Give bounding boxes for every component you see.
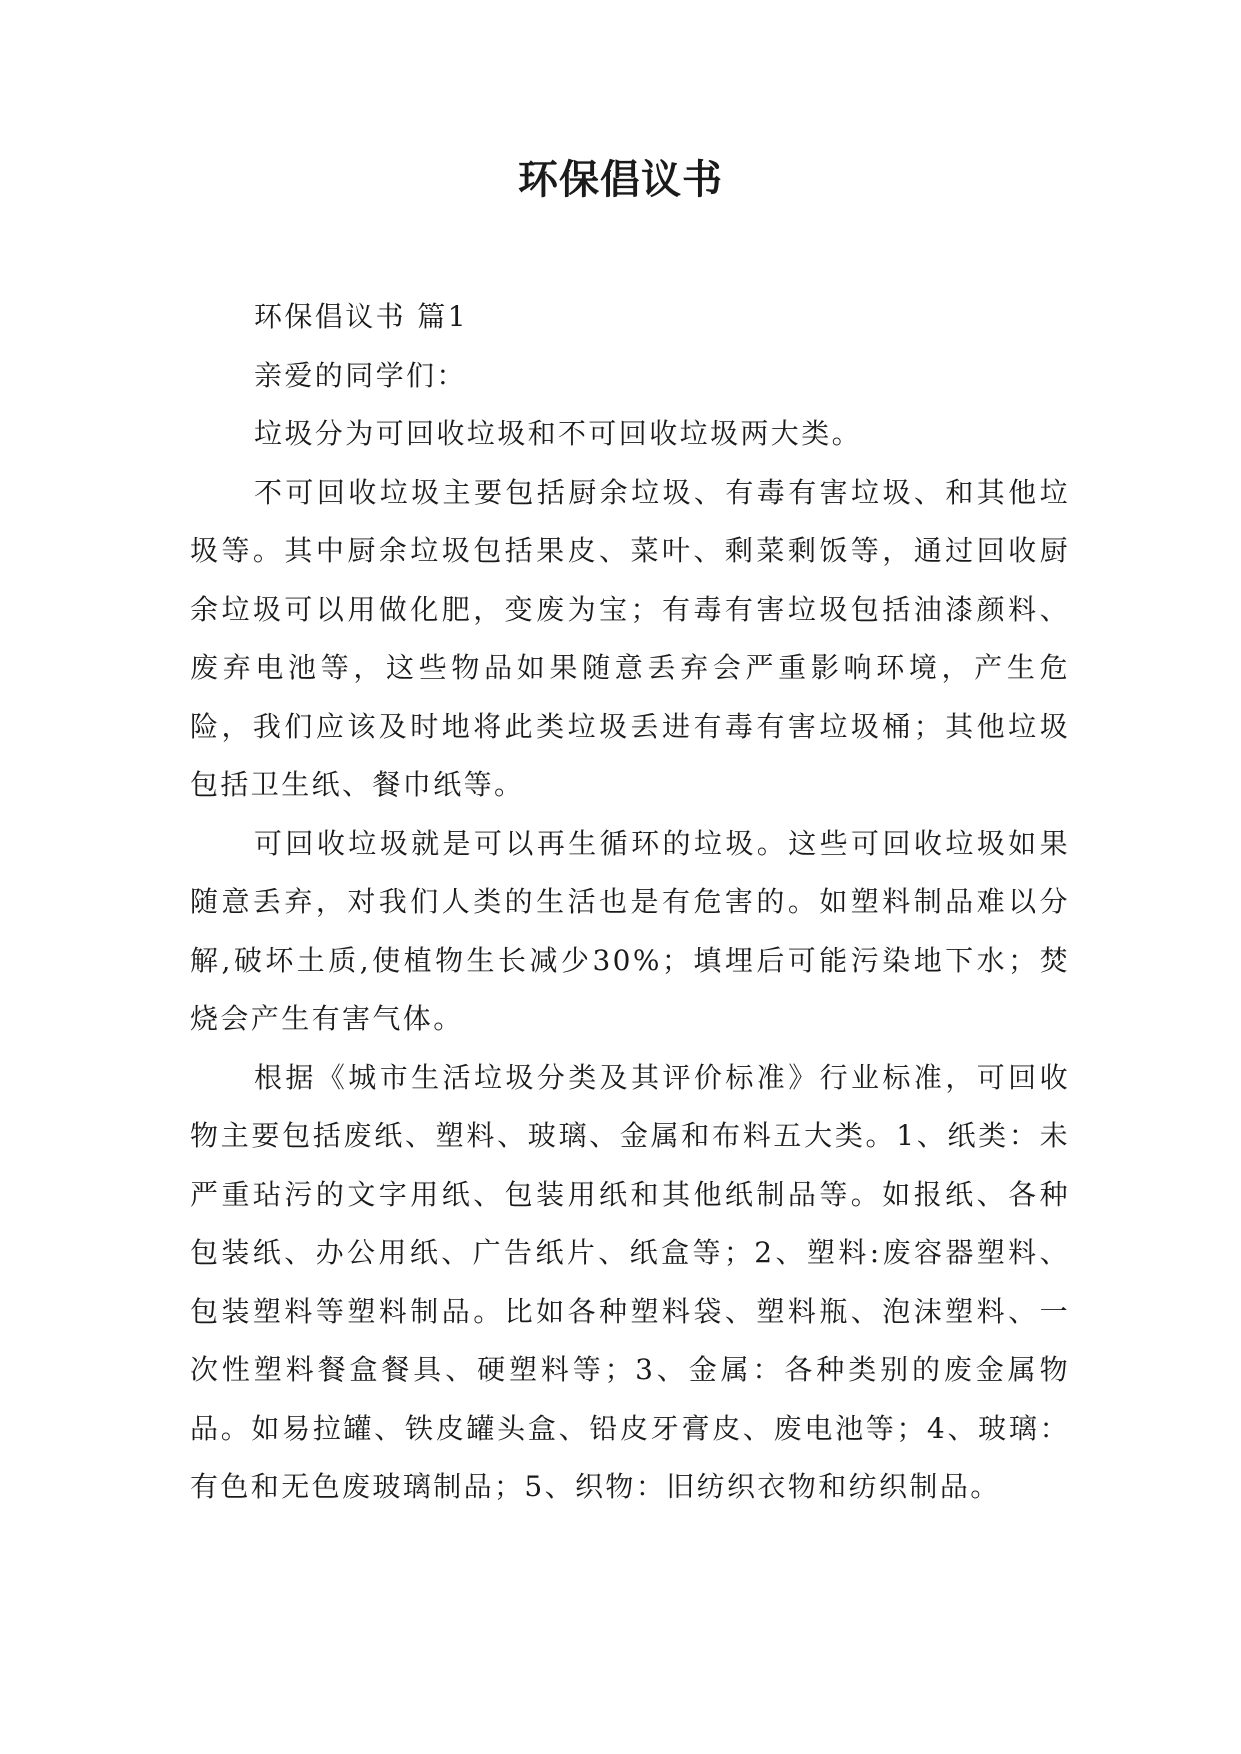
section-heading: 环保倡议书 篇1	[254, 300, 468, 333]
paragraph: 根据《城市生活垃圾分类及其评价标准》行业标准，可回收物主要包括废纸、塑料、玻璃、金属和布料五大类。1、纸类：未严重玷污的文字用纸、包装用纸和其他纸制品等。如报纸、各种包装纸、办公用纸、广告纸片、纸盒等；2、塑料:废容器塑料、包装塑料等塑料制品。比如各种塑料袋、塑料瓶、泡沫塑料、一次性塑料餐盒餐具、硬塑料等；3、金属：各种类别的废金属物品。如易拉罐、铁皮罐头盒、铅皮牙膏皮、废电池等；4、玻璃：有色和无色废玻璃制品；5、织物：旧纺织衣物和纺织制品。	[190, 1060, 1070, 1503]
paragraph: 可回收垃圾就是可以再生循环的垃圾。这些可回收垃圾如果随意丢弃，对我们人类的生活也是有危害的。如塑料制品难以分解,破坏土质,使植物生长减少30%；填埋后可能污染地下水；焚烧会产生有害气体。	[190, 826, 1070, 1035]
salutation: 亲爱的同学们：	[254, 358, 467, 392]
document-body	[190, 288, 1070, 1517]
document-title: 环保倡议书	[518, 157, 723, 203]
paragraph: 不可回收垃圾主要包括厨余垃圾、有毒有害垃圾、和其他垃圾等。其中厨余垃圾包括果皮、菜叶、剩菜剩饭等，通过回收厨余垃圾可以用做化肥，变废为宝；有毒有害垃圾包括油漆颜料、废弃电池等，这些物品如果随意丢弃会严重影响环境，产生危险，我们应该及时地将此类垃圾丢进有毒有害垃圾桶；其他垃圾包括卫生纸、餐巾纸等。	[190, 475, 1070, 801]
paragraph: 垃圾分为可回收垃圾和不可回收垃圾两大类。	[254, 417, 863, 450]
